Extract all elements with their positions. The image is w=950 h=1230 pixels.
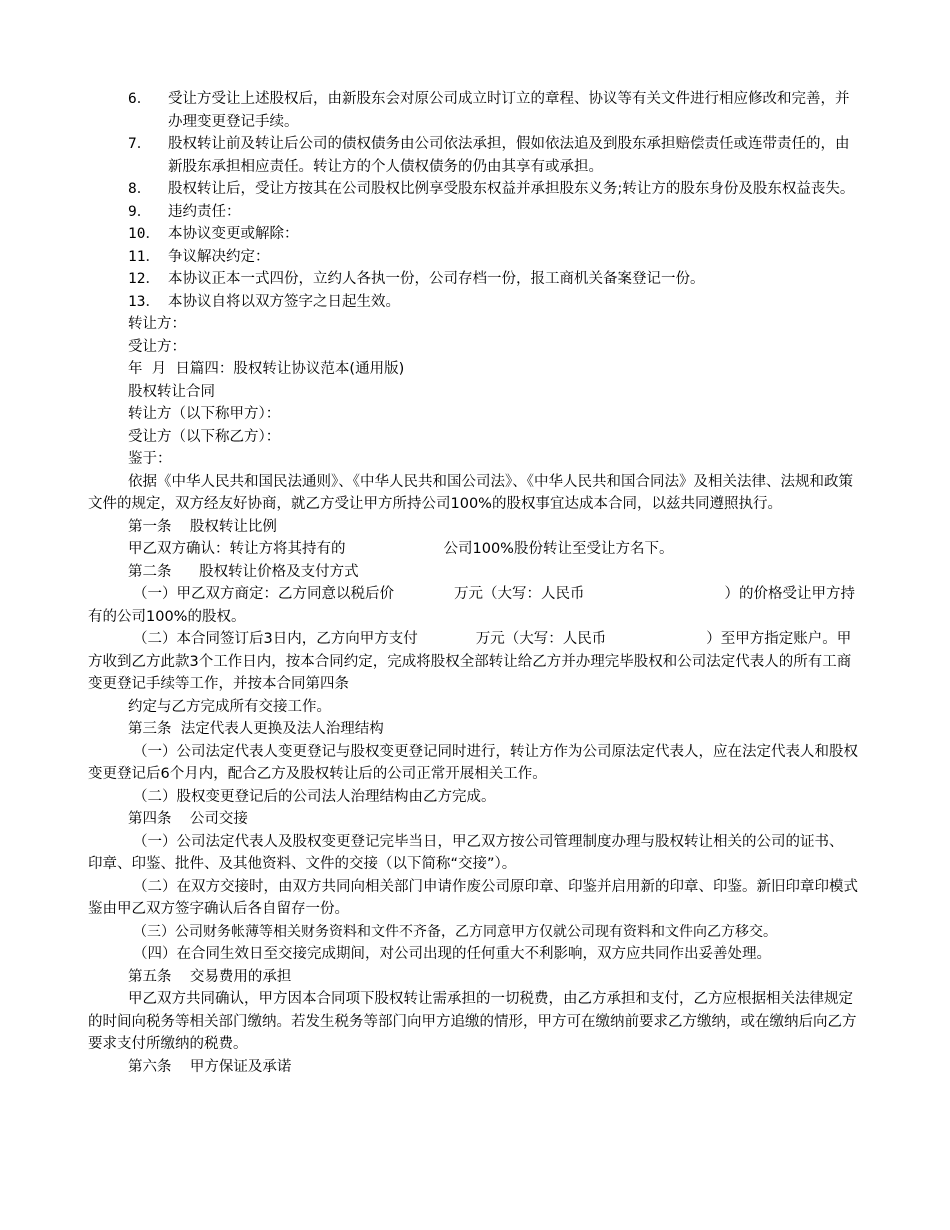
clause-number: 7． bbox=[128, 136, 152, 152]
article-4-clause-2: （二）在双方交接时，由双方共同向相关部门申请作废公司原印章、印鉴并启用新的印章、印鉴。新旧印章印模式鉴由甲乙双方签字确认后各自留存一份。 bbox=[88, 878, 858, 917]
article-2-1-text-b: 万元（大写：人民币 bbox=[454, 586, 585, 602]
clause-text: 股权转让后，受让方按其在公司股权比例享受股东权益并承担股东义务;转让方的股东身份及股东权益丧失。 bbox=[168, 181, 855, 197]
clause-9 bbox=[88, 201, 863, 224]
document-body bbox=[88, 88, 863, 1078]
article-1-title: 第一条 股权转让比例 bbox=[128, 518, 277, 535]
article-4-clause-1: （一）公司法定代表人及股权变更登记完毕当日，甲乙双方按公司管理制度办理与股权转让相关的公司的证书、 印章、印鉴、批件、及其他资料、文件的交接（以下简称“交接”）。 bbox=[88, 833, 853, 872]
party-a-line: 转让方（以下称甲方）： bbox=[128, 406, 281, 422]
clause-7 bbox=[88, 133, 863, 178]
transferor-line: 转让方： bbox=[128, 316, 186, 332]
article-6-title: 第六条 甲方保证及承诺 bbox=[128, 1058, 292, 1075]
clause-12 bbox=[88, 268, 863, 291]
clause-text: 本协议自将以双方签字之日起生效。 bbox=[168, 293, 400, 310]
clause-8 bbox=[88, 178, 863, 201]
article-2-1-text-c: ）的价格受让甲方持有的公司100%的股权。 bbox=[88, 586, 855, 625]
clause-number: 13． bbox=[128, 293, 160, 310]
date-heading: 年 月 日篇四：股权转让协议范本(通用版) bbox=[128, 361, 405, 377]
article-2-2-text-c: ）至甲方指定账户。甲方收到乙方此款3个工作日内，按本合同约定，完成将股权全部转让给乙方并办理完毕股权和公司法定代表人的所有工商变更登记手续等工作，并按本合同第四条 bbox=[88, 631, 852, 692]
article-4-title: 第四条 公司交接 bbox=[128, 811, 248, 827]
article-1-text-a: 甲乙双方确认：转让方将其持有的 bbox=[128, 541, 346, 557]
article-5-body: 甲乙双方共同确认，甲方因本合同项下股权转让需承担的一切税费，由乙方承担和支付，乙方应根据相关法律规定的时间向税务等相关部门缴纳。若发生税务等部门向甲方追缴的情形，甲方可在缴纳前要求乙方缴纳，或在缴纳后向乙方要求支付所缴纳的税费。 bbox=[88, 991, 857, 1052]
preamble-paragraph: 依据《中华人民共和国民法通则》、《中华人民共和国公司法》、《中华人民共和国合同法》及相关法律、法规和政策文件的规定，双方经友好协商，就乙方受让甲方所持公司100%的股权事宜达成本合同，以兹共同遵照执行。 bbox=[88, 473, 853, 512]
article-5-title: 第五条 交易费用的承担 bbox=[128, 968, 292, 985]
whereas-line: 鉴于： bbox=[128, 451, 172, 467]
article-2-clause-2 bbox=[88, 628, 863, 696]
article-1-body bbox=[88, 538, 863, 561]
transferee-line: 受让方： bbox=[128, 338, 186, 355]
article-3-clause-1: （一）公司法定代表人变更登记与股权变更登记同时进行，转让方作为公司原法定代表人，应在法定代表人和股权变更登记后6个月内，配合乙方及股权转让后的公司正常开展相关工作。 bbox=[88, 743, 858, 782]
clause-13 bbox=[88, 291, 863, 314]
contract-title: 股权转让合同 bbox=[128, 383, 215, 400]
article-2-2-text-a: （二）本合同签订后3日内，乙方向甲方支付 bbox=[133, 631, 418, 647]
party-b-line: 受让方（以下称乙方）： bbox=[128, 428, 281, 445]
article-3-clause-2: （二）股权变更登记后的公司法人治理结构由乙方完成。 bbox=[133, 788, 496, 805]
article-3-title: 第三条 法定代表人更换及法人治理结构 bbox=[128, 721, 384, 737]
clause-number: 8． bbox=[128, 181, 152, 197]
clause-text: 受让方受让上述股权后，由新股东会对原公司成立时订立的章程、协议等有关文件进行相应修改和完善，并办理变更登记手续。 bbox=[168, 91, 850, 130]
article-1-text-b: 公司100%股份转让至受让方名下。 bbox=[443, 541, 674, 557]
article-4-clause-4: （四）在合同生效日至交接完成期间，对公司出现的任何重大不利影响，双方应共同作出妥善处理。 bbox=[133, 946, 771, 962]
article-2-clause-2-tail: 约定与乙方完成所有交接工作。 bbox=[128, 698, 331, 715]
clause-number: 9． bbox=[128, 203, 152, 220]
clause-text: 争议解决约定： bbox=[168, 248, 270, 265]
clause-text: 本协议变更或解除： bbox=[168, 226, 299, 242]
clause-text: 股权转让前及转让后公司的债权债务由公司依法承担，假如依法追及到股东承担赔偿责任或连带责任的，由新股东承担相应责任。转让方的个人债权债务的仍由其享有或承担。 bbox=[168, 136, 850, 175]
clause-10 bbox=[88, 223, 863, 246]
clause-text: 违约责任： bbox=[168, 203, 241, 220]
article-2-2-text-b: 万元（大写：人民币 bbox=[475, 631, 607, 647]
clause-number: 6． bbox=[128, 91, 152, 107]
article-2-title: 第二条 股权转让价格及支付方式 bbox=[128, 563, 359, 580]
clause-number: 10． bbox=[128, 226, 160, 242]
clause-number: 12． bbox=[128, 271, 160, 287]
article-2-1-text-a: （一）甲乙双方商定：乙方同意以税后价 bbox=[133, 586, 394, 602]
article-4-clause-3: （三）公司财务帐薄等相关财务资料和文件不齐备，乙方同意甲方仅就公司现有资料和文件向乙方移交。 bbox=[133, 923, 777, 940]
clause-text: 本协议正本一式四份，立约人各执一份，公司存档一份，报工商机关备案登记一份。 bbox=[168, 271, 705, 287]
clause-6 bbox=[88, 88, 863, 133]
clause-number: 11． bbox=[128, 248, 160, 265]
article-2-clause-1 bbox=[88, 583, 863, 628]
clause-11 bbox=[88, 246, 863, 269]
